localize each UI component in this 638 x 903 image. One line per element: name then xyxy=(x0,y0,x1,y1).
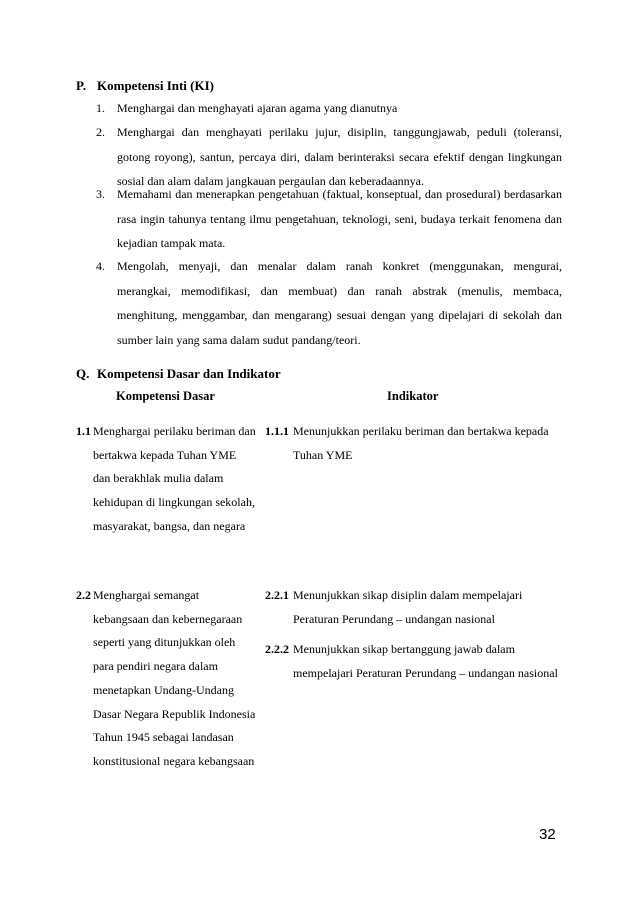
ki-item-number: 1. xyxy=(96,101,105,115)
section-p-title: Kompetensi Inti (KI) xyxy=(97,78,214,93)
page-number: 32 xyxy=(539,826,556,843)
section-q-heading xyxy=(76,366,281,382)
section-q-title: Kompetensi Dasar dan Indikator xyxy=(97,366,281,381)
ki-item-text: Memahami dan menerapkan pengetahuan (faktual, konseptual, dan prosedural) berdasarkan rasa ingin tahunya tentang ilmu pengetahuan, teknologi, seni, budaya terkait fenomena dan kejadian tampak mata. xyxy=(117,187,562,250)
ki-item-text: Menghargai dan menghayati perilaku jujur, disiplin, tanggungjawab, peduli (toleransi, gotong royong), santun, percaya diri, dalam berinteraksi secara efektif dengan lingkungan sosial dan alam dalam jangkauan pergaulan dan keberadaannya. xyxy=(117,125,562,188)
kd-cell-1-1 xyxy=(76,420,256,539)
indicator-number: 2.2.2 xyxy=(265,642,289,656)
indicator-text: Menunjukkan perilaku beriman dan bertakwa kepada Tuhan YME xyxy=(293,424,549,462)
kd-text: Menghargai semangat kebangsaan dan kebernegaraan seperti yang ditunjukkan oleh para pendiri negara dalam menetapkan Undang-Undang Dasar Negara Republik Indonesia Tahun 1945 sebagai landasan konstitusional negara kebangsaan xyxy=(93,588,256,768)
ki-item-text: Mengolah, menyaji, dan menalar dalam ranah konkret (menggunakan, mengurai, merangkai, memodifikasi, dan membuat) dan ranah abstrak (menulis, membaca, menghitung, menggambar, dan mengarang) sesuai dengan yang dipelajari di sekolah dan sumber lain yang sama dalam sudut pandang/teori. xyxy=(117,259,562,347)
indicator-text: Menunjukkan sikap bertanggung jawab dalam mempelajari Peraturan Perundang – undangan nasional xyxy=(293,642,558,680)
section-q-letter: Q. xyxy=(76,366,90,381)
kd-number: 1.1 xyxy=(76,424,91,438)
column-header-kompetensi-dasar: Kompetensi Dasar xyxy=(116,389,215,403)
ki-item-number: 3. xyxy=(96,187,105,201)
column-header-indikator: Indikator xyxy=(387,389,439,403)
section-p-letter: P. xyxy=(76,78,86,93)
indicator-text: Menunjukkan sikap disiplin dalam mempelajari Peraturan Perundang – undangan nasional xyxy=(293,588,523,626)
kd-number: 2.2 xyxy=(76,588,91,602)
ki-item-number: 2. xyxy=(96,125,105,139)
kd-cell-2-2 xyxy=(76,584,256,774)
ki-item-4 xyxy=(96,254,562,352)
kd-text: Menghargai perilaku beriman dan bertakwa kepada Tuhan YME dan berakhlak mulia dalam kehidupan di lingkungan sekolah, masyarakat, bangsa, dan negara xyxy=(93,424,256,533)
ki-item-number: 4. xyxy=(96,259,105,273)
ki-item-1 xyxy=(96,96,562,121)
section-p-heading xyxy=(76,78,214,94)
indicator-number: 1.1.1 xyxy=(265,424,289,438)
ki-item-3 xyxy=(96,182,562,256)
indicator-2-2-1 xyxy=(265,584,565,631)
indicator-number: 2.2.1 xyxy=(265,588,289,602)
indicator-2-2-2 xyxy=(265,638,565,685)
ki-item-text: Menghargai dan menghayati ajaran agama yang dianutnya xyxy=(117,101,398,115)
indicator-1-1-1 xyxy=(265,420,565,467)
